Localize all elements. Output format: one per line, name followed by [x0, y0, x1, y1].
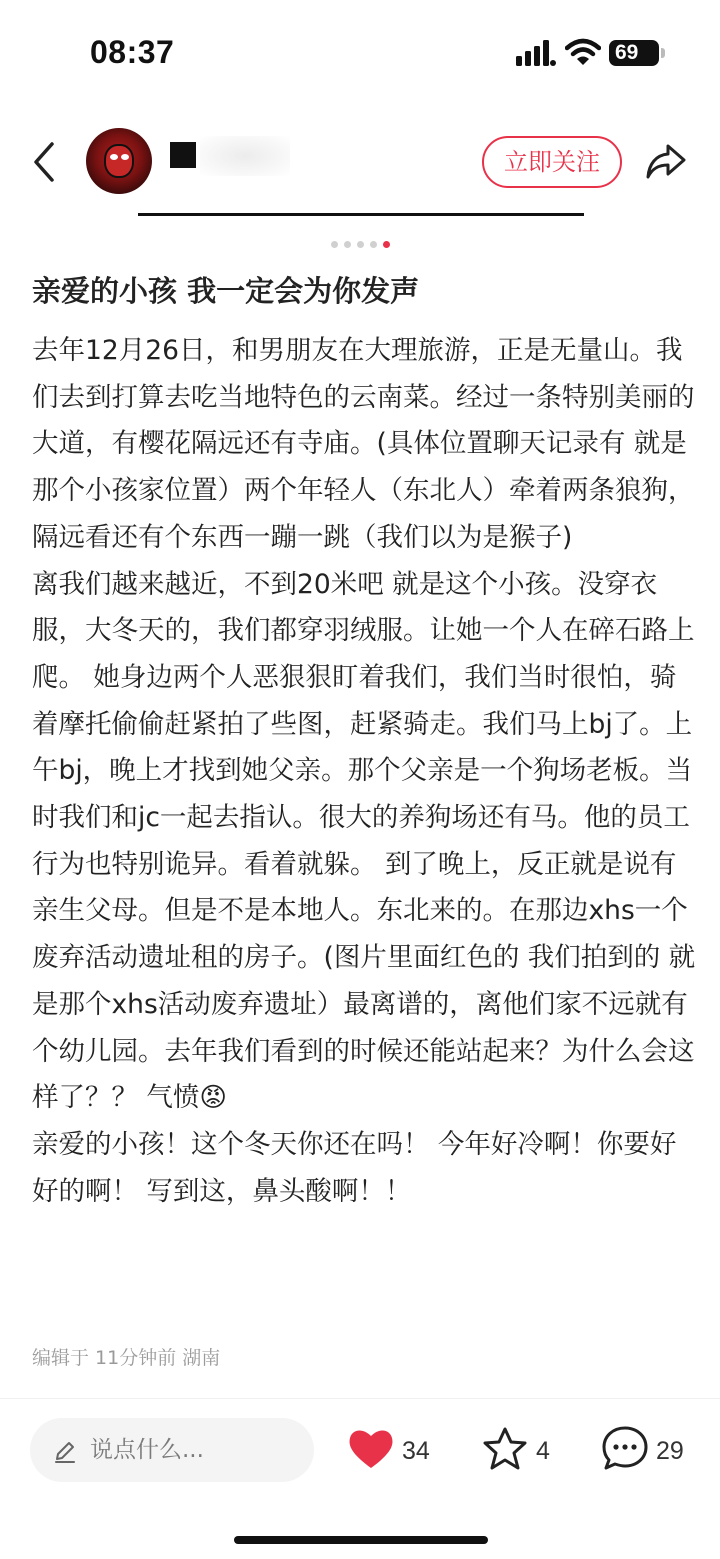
wifi-icon — [565, 38, 601, 66]
redaction-line — [138, 213, 584, 216]
favorite-count: 4 — [536, 1437, 550, 1465]
post-header — [0, 110, 720, 220]
divider — [0, 1398, 720, 1399]
signal-bars-icon — [516, 40, 556, 66]
share-arrow-icon[interactable] — [644, 142, 688, 182]
avatar-eye-right — [121, 154, 129, 160]
avatar-eye-left — [110, 154, 118, 160]
comment-count: 29 — [656, 1437, 684, 1465]
carousel-dot[interactable] — [357, 241, 364, 248]
comment-button[interactable] — [600, 1424, 700, 1480]
follow-button[interactable]: 立即关注 — [482, 136, 622, 188]
avatar-mask-shape — [104, 144, 134, 178]
comment-input[interactable] — [30, 1418, 314, 1482]
username[interactable] — [170, 142, 196, 168]
chevron-left-icon[interactable] — [30, 140, 60, 184]
like-count: 34 — [402, 1437, 430, 1465]
carousel-dot[interactable] — [344, 241, 351, 248]
star-icon — [480, 1424, 530, 1474]
home-indicator[interactable] — [234, 1536, 488, 1544]
avatar[interactable] — [86, 128, 152, 194]
post-title: 亲爱的小孩 我一定会为你发声 — [32, 274, 420, 308]
pencil-icon — [52, 1438, 78, 1464]
battery-indicator: 69 — [609, 40, 659, 66]
battery-tip — [661, 48, 665, 58]
favorite-button[interactable] — [480, 1424, 560, 1480]
comment-placeholder: 说点什么... — [90, 1437, 204, 1463]
post-body: 去年12月26日，和男朋友在大理旅游，正是无量山。我们去到打算去吃当地特色的云南菜。经过一条特别美丽的大道，有樱花隔远还有寺庙。(具体位置聊天记录有 就是那个小孩家位置）两个年轻人（东北人）牵着两条狼狗，隔远看还有个东西一蹦一跳（我们以为是猴子) 离我们越来越近，不到20米吧 就是这个小孩。没穿衣服，大冬天的，我们都穿羽绒服。让她一个人在碎石路上爬。 她身边两个人恶狠狠盯着我们，我们当时很怕，骑着摩托偷偷赶紧拍了些图，赶紧骑走。我们马上bj了。上午bj，晚上才找到她父亲。那个父亲是一个狗场老板。当时我们和jc一起去指认。很大的养狗场还有马。他的员工行为也特别诡异。看着就躲。 到了晚上，反正就是说有亲生父母。但是不是本地人。东北来的。在那边xhs一个废弃活动遗址租的房子。(图片里面红色的 我们拍到的 就是那个xhs活动废弃遗址）最离谱的，离他们家不远就有个幼儿园。去年我们看到的时候还能站起来？为什么会这样了？？ 气愤😡 亲爱的小孩！这个冬天你还在吗！ 今年好冷啊！你要好好的啊！ 写到这，鼻头酸啊！！ — [32, 335, 696, 1207]
status-time: 08:37 — [90, 34, 175, 70]
carousel-dot[interactable] — [331, 241, 338, 248]
carousel-dot-active[interactable] — [383, 241, 390, 248]
username-blurred — [200, 136, 290, 176]
status-bar — [0, 0, 720, 100]
post-meta: 编辑于 11分钟前 湖南 — [32, 1347, 221, 1369]
carousel-dot[interactable] — [370, 241, 377, 248]
like-button[interactable] — [346, 1424, 446, 1480]
comment-bubble-icon — [600, 1424, 650, 1474]
carousel-indicator — [0, 234, 720, 248]
heart-icon — [346, 1424, 396, 1474]
